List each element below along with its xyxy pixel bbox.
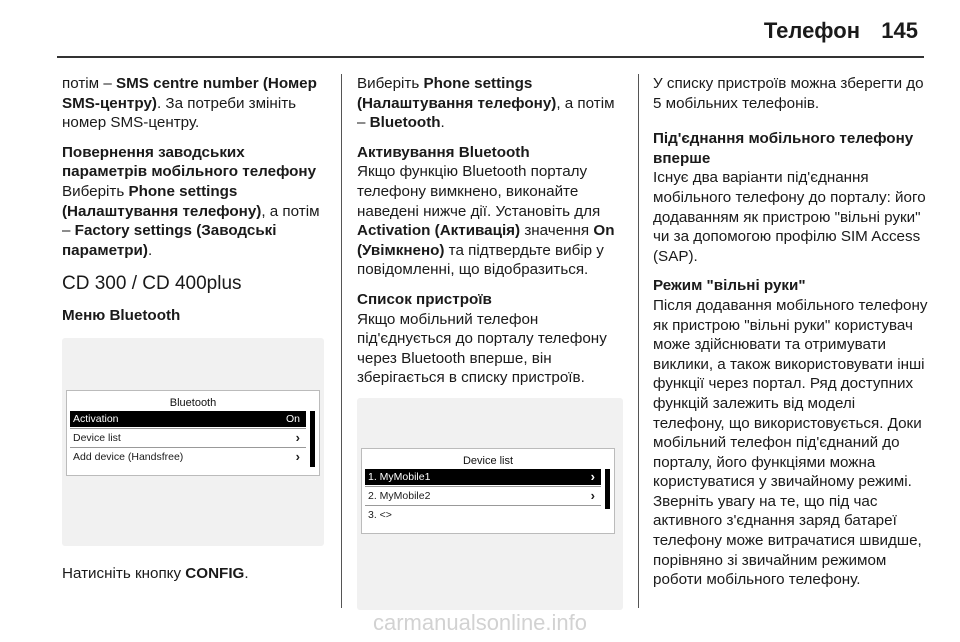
paragraph: Після додавання мобільного телефону як пристрою "вільні руки" користувач може здійснювати та отримувати виклики, а також використовувати інші функції через портал. Ряд доступних функцій залежить від моделі телефону, що використовується. Доки мобільний телефон під'єднаний до порталу, його функціями можна користуватися у звичайному режимі. Зверніть увагу на те, що під час активного з'єднання заряд батареї телефону може витрачатися швидше, порівняно зі звичайним режимом роботи мобільного телефону. [653, 296, 928, 589]
menu-row-activation[interactable]: Activation On [70, 411, 306, 427]
watermark: carmanualsonline.info [372, 610, 588, 635]
scrollbar[interactable] [310, 411, 315, 467]
paragraph: У списку пристроїв можна зберегти до 5 мобільних телефонів. [653, 75, 924, 112]
paragraph: потім – SMS centre number (Номер SMS-центру). За потреби змініть номер SMS-центру. [62, 75, 317, 132]
section-heading: Під'єднання мобільного телефону вперше [653, 130, 914, 167]
chevron-right-icon: › [590, 468, 595, 484]
device-row-2[interactable]: 2. MyMobile2 › [368, 487, 595, 503]
device-row-3[interactable]: 3. <> [368, 508, 392, 521]
paragraph: Існує два варіанти під'єднання мобільного телефону до порталу: його додаванням як пристрою "вільні руки" чи за допомогою профілю SIM Access (SAP). [653, 169, 926, 265]
paragraph: Виберіть Phone settings (Налаштування телефону), а потім – Bluetooth. [357, 75, 615, 132]
bluetooth-menu-screen [62, 338, 324, 546]
display-frame [361, 448, 615, 534]
screen-title: Bluetooth [169, 396, 217, 409]
menu-row-add-device[interactable]: Add device (Handsfree) › [73, 448, 300, 464]
scrollbar[interactable] [605, 469, 610, 509]
section-heading: Активування Bluetooth [357, 143, 530, 161]
section-heading: Список пристроїв [357, 290, 492, 308]
paragraph: Виберіть Phone settings (Налаштування телефону), а потім – Factory settings (Заводські параметри). [62, 182, 320, 259]
paragraph: Якщо функцію Bluetooth порталу телефону вимкнено, виконайте наведені нижче дії. Установіть для Activation (Активація) значення On (Увімкнено) та підтвердьте вибір у повідомленні, що відобразиться. [357, 163, 615, 279]
section-heading: Повернення заводських параметрів мобільного телефону [62, 143, 317, 181]
column-2 [357, 74, 627, 610]
device-row-1[interactable]: 1. MyMobile1 › [365, 469, 601, 485]
page-header [0, 0, 960, 56]
column-1 [62, 74, 330, 593]
paragraph: Натисніть кнопку CONFIG. [62, 564, 249, 582]
paragraph: Якщо мобільний телефон під'єднується до порталу телефону через Bluetooth вперше, він зберігається в списку пристроїв. [357, 310, 607, 387]
device-list-screen [357, 398, 623, 610]
chevron-right-icon: › [295, 448, 300, 464]
column-divider [638, 74, 639, 608]
header-rule [57, 56, 924, 58]
page-title: Телефон [763, 18, 860, 43]
page-number: 145 [881, 18, 918, 43]
display-frame [66, 390, 320, 476]
menu-row-device-list[interactable]: Device list › [73, 429, 300, 445]
chevron-right-icon: › [590, 487, 595, 503]
section-heading: Режим "вільні руки" [653, 277, 806, 295]
column-3 [653, 74, 928, 600]
subsection-title: CD 300 / CD 400plus [62, 273, 242, 295]
screen-title: Device list [462, 454, 514, 467]
chevron-right-icon: › [295, 429, 300, 445]
column-divider [341, 74, 342, 608]
menu-heading: Меню Bluetooth [62, 306, 181, 324]
